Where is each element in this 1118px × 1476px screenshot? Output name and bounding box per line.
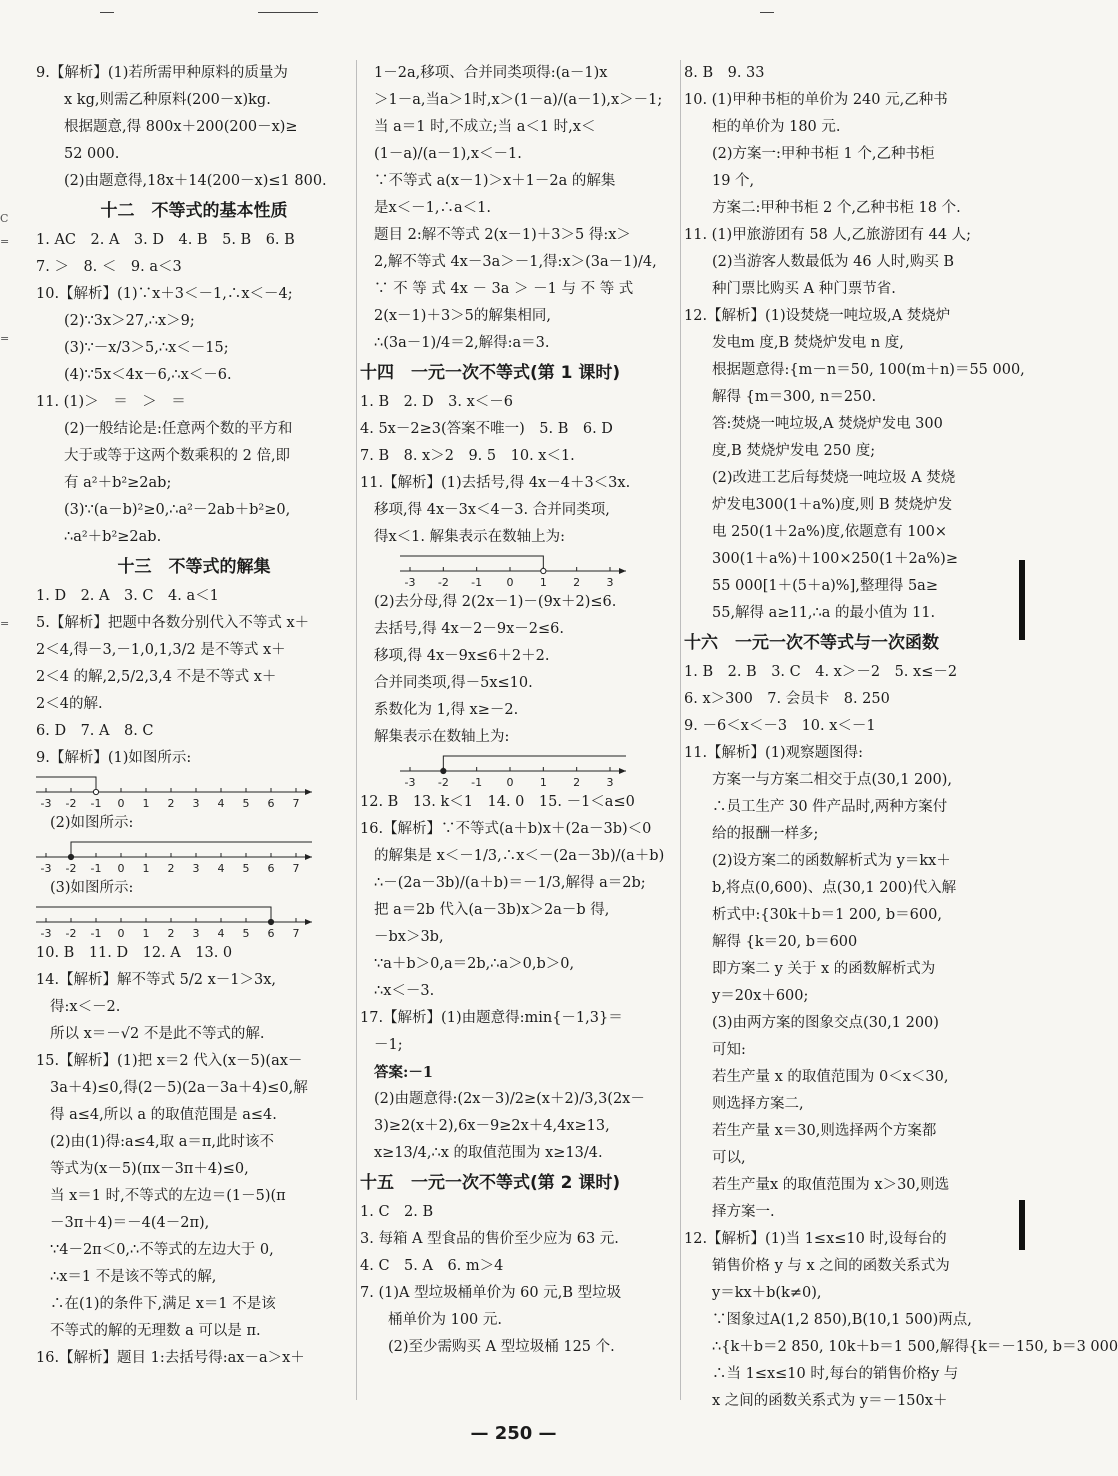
text-line: (2)由题意得:(2x－3)/2≥(x＋2)/3,3(2x－: [374, 1091, 645, 1107]
text-line: (3)如图所示:: [50, 880, 134, 896]
text-line: 11. (1)甲旅游团有 58 人,乙旅游团有 44 人;: [684, 227, 972, 243]
answer-line: 4. C 5. A 6. m＞4: [360, 1258, 504, 1274]
text-line: 2(x－1)＋3＞5的解集相同,: [374, 308, 552, 324]
text-line: x 之间的函数关系式为 y＝－150x＋: [712, 1393, 948, 1409]
answer-line: 6. D 7. A 8. C: [36, 723, 154, 739]
edge-fragment: =: [0, 332, 10, 345]
text-line: －3π＋4)＝－4(4－2π),: [50, 1215, 210, 1231]
text-line: 是x＜－1,∴a＜1.: [374, 200, 491, 216]
number-line-label: 5: [242, 927, 250, 940]
number-line-label: -2: [437, 776, 449, 789]
number-line-label: -3: [40, 862, 52, 875]
text-line: 方案一与方案二相交于点(30,1 200),: [712, 772, 952, 788]
text-line: 给的报酬一样多;: [712, 826, 819, 842]
edge-bar: [1019, 560, 1025, 640]
number-line-label: -1: [90, 797, 102, 810]
text-line: (2)方案一:甲种书柜 1 个,乙种书柜: [712, 146, 935, 162]
text-line: y＝20x＋600;: [712, 988, 809, 1004]
text-line: 桶单价为 100 元.: [388, 1312, 503, 1328]
text-line: 15.【解析】(1)把 x＝2 代入(x－5)(ax－: [36, 1053, 303, 1069]
text-line: 1－2a,移项、合并同类项得:(a－1)x: [374, 65, 608, 81]
text-line: 3)≥2(x＋2),6x－9≥2x＋4,4x≥13,: [374, 1118, 610, 1134]
number-line-label: 3: [192, 797, 200, 810]
text-line: ∴员工生产 30 件产品时,两种方案付: [712, 799, 948, 815]
number-line: [36, 902, 352, 940]
text-line: 择方案一.: [712, 1204, 775, 1220]
answer-line: 7. ＞ 8. ＜ 9. a＜3: [36, 259, 182, 275]
answer-line: 4. 5x－2≥3(答案不唯一) 5. B 6. D: [360, 421, 613, 437]
text-line: (3)∵－x/3＞5,∴x＜－15;: [64, 340, 229, 356]
endpoint-dot: [441, 768, 446, 773]
column-middle: [360, 60, 678, 1361]
text-line: 有 a²＋b²≥2ab;: [64, 475, 172, 491]
text-line: 大于或等于这两个数乘积的 2 倍,即: [64, 448, 291, 464]
number-line-label: 2: [167, 927, 175, 940]
text-line: 16.【解析】∵不等式(a＋b)x＋(2a－3b)＜0: [360, 821, 652, 837]
number-line-label: 3: [606, 576, 614, 589]
text-line: ∵不等式 a(x－1)＞x＋1－2a 的解集: [374, 173, 616, 189]
number-line-label: -2: [65, 927, 77, 940]
endpoint-dot: [93, 789, 98, 794]
text-line: 析式中:{30k＋b＝1 200, b＝600,: [712, 907, 942, 923]
edge-fragment: =: [0, 617, 10, 630]
number-line-label: 3: [606, 776, 614, 789]
solution-range: [71, 842, 312, 857]
text-line: 若生产量 x＝30,则选择两个方案都: [712, 1123, 937, 1139]
text-line: (2)去分母,得 2(2x－1)－(9x＋2)≤6.: [374, 594, 617, 610]
number-line-label: -2: [437, 576, 449, 589]
text-line: 解得 {m＝300, n＝250.: [712, 389, 877, 405]
text-line: ＞1－a,当a＞1时,x＞(1－a)/(a－1),x＞－1;: [374, 92, 663, 108]
arrow-icon: [619, 768, 626, 774]
number-line-label: 0: [117, 927, 125, 940]
text-line: 答案:－1: [374, 1064, 433, 1081]
text-line: 12.【解析】(1)当 1≤x≤10 时,设每台的: [684, 1231, 947, 1247]
number-line-label: 1: [142, 862, 150, 875]
text-line: 不等式的解的无理数 a 可以是 π.: [50, 1323, 261, 1339]
text-line: 系数化为 1,得 x≥－2.: [374, 702, 519, 718]
text-line: 根据题意得:{m－n＝50, 100(m＋n)＝55 000,: [712, 362, 1025, 378]
text-line: 方案二:甲种书柜 2 个,乙种书柜 18 个.: [712, 200, 961, 216]
answer-line: 1. D 2. A 3. C 4. a＜1: [36, 588, 219, 604]
text-line: ∴－(2a－3b)/(a＋b)＝－1/3,解得 a＝2b;: [374, 875, 646, 891]
text-line: x kg,则需乙种原料(200－x)kg.: [64, 92, 271, 108]
endpoint-dot: [68, 854, 73, 859]
text-line: 12.【解析】(1)设焚烧一吨垃圾,A 焚烧炉: [684, 308, 951, 324]
text-line: ∴当 1≤x≤10 时,每台的销售价格y 与: [712, 1366, 959, 1382]
endpoint-dot: [268, 919, 273, 924]
text-line: 根据题意,得 800x＋200(200－x)≥: [64, 119, 298, 135]
number-line-label: 2: [167, 797, 175, 810]
text-line: (4)∵5x＜4x－6,∴x＜－6.: [64, 367, 232, 383]
text-line: ∴在(1)的条件下,满足 x＝1 不是该: [50, 1296, 276, 1312]
number-line-label: 6: [267, 797, 275, 810]
text-line: 若生产量 x 的取值范围为 0＜x＜30,: [712, 1069, 949, 1085]
text-line: 16.【解析】题目 1:去括号得:ax－a＞x＋: [36, 1350, 305, 1366]
section-title: 十三 不等式的解集: [117, 557, 271, 577]
text-line: (2)一般结论是:任意两个数的平方和: [64, 421, 293, 437]
text-line: 可以,: [712, 1150, 746, 1166]
answer-line: 11. (1)＞ ＝ ＞ ＝: [36, 394, 186, 410]
number-line-label: -3: [40, 927, 52, 940]
text-line: 2＜4的解.: [36, 696, 103, 712]
text-line: 答:焚烧一吨垃圾,A 焚烧炉发电 300: [712, 416, 943, 432]
edge-bar: [1019, 1200, 1025, 1250]
text-line: 得x＜1. 解集表示在数轴上为:: [374, 529, 566, 545]
arrow-icon: [619, 568, 626, 574]
number-line-label: 3: [192, 927, 200, 940]
number-line-label: 2: [167, 862, 175, 875]
number-line: [360, 551, 678, 589]
text-line: 发电m 度,B 焚烧炉发电 n 度,: [712, 335, 904, 351]
text-line: 解得 {k＝20, b＝600: [712, 934, 858, 950]
text-line: 300(1＋a%)＋100×250(1＋2a%)≥: [712, 551, 958, 567]
number-line-label: -1: [90, 927, 102, 940]
number-line-label: 7: [292, 797, 300, 810]
number-line-label: 0: [117, 862, 125, 875]
answer-line: 1. C 2. B: [360, 1204, 434, 1220]
edge-fragment: C: [0, 212, 9, 225]
text-line: (2)当游客人数最低为 46 人时,购买 B: [712, 254, 955, 270]
edge-fragment: =: [0, 235, 10, 248]
text-line: 若生产量x 的取值范围为 x＞30,则选: [712, 1177, 950, 1193]
number-line-label: 7: [292, 862, 300, 875]
column-divider: [680, 60, 681, 1400]
text-line: 10. (1)甲种书柜的单价为 240 元,乙种书: [684, 92, 948, 108]
text-line: (2)由(1)得:a≤4,取 a＝π,此时该不: [50, 1134, 274, 1150]
text-line: 移项,得 4x－9x≤6＋2＋2.: [374, 648, 550, 664]
text-line: 的解集是 x＜－1/3,∴x＜－(2a－3b)/(a＋b): [374, 848, 665, 864]
text-line: 9.【解析】(1)若所需甲种原料的质量为: [36, 65, 288, 81]
text-line: 销售价格 y 与 x 之间的函数关系式为: [712, 1258, 950, 1274]
number-line-label: 0: [117, 797, 125, 810]
text-line: 则选择方案二,: [712, 1096, 804, 1112]
section-title: 十六 一元一次不等式与一次函数: [684, 633, 939, 653]
number-line-label: -3: [404, 776, 416, 789]
text-line: －1;: [374, 1037, 403, 1053]
text-line: 得 a≤4,所以 a 的取值范围是 a≤4.: [50, 1107, 277, 1123]
text-line: 17.【解析】(1)由题意得:min{－1,3}＝: [360, 1010, 623, 1026]
text-line: ∵4－2π＜0,∴不等式的左边大于 0,: [50, 1242, 274, 1258]
number-line: [360, 751, 678, 789]
text-line: (2)由题意得,18x＋14(200－x)≤1 800.: [64, 173, 327, 189]
text-line: 11.【解析】(1)去括号,得 4x－4＋3＜3x.: [360, 475, 631, 491]
text-line: (2)∵3x＞27,∴x＞9;: [64, 313, 195, 329]
text-line: ∵ 不 等 式 4x － 3a ＞ －1 与 不 等 式: [374, 281, 634, 297]
number-line-label: 1: [539, 576, 547, 589]
text-line: 55,解得 a≥11,∴a 的最小值为 11.: [712, 605, 936, 621]
arrow-icon: [305, 854, 312, 860]
text-line: (2)如图所示:: [50, 815, 134, 831]
number-line: [36, 837, 352, 875]
text-line: 移项,得 4x－3x＜4－3. 合并同类项,: [374, 502, 610, 518]
number-line-label: 3: [192, 862, 200, 875]
answer-line: 7. B 8. x＞2 9. 5 10. x＜1.: [360, 448, 575, 464]
solution-range: [36, 777, 96, 792]
answer-line: 1. B 2. D 3. x＜－6: [360, 394, 514, 410]
text-line: 5.【解析】把题中各数分别代入不等式 x＋: [36, 615, 310, 631]
text-line: (2)改进工艺后每焚烧一吨垃圾 A 焚烧: [712, 470, 956, 486]
text-line: 题目 2:解不等式 2(x－1)＋3＞5 得:x＞: [374, 227, 631, 243]
number-line-label: -2: [65, 797, 77, 810]
number-line-label: 4: [217, 862, 225, 875]
text-line: 2＜4,得－3,－1,0,1,3/2 是不等式 x＋: [36, 642, 286, 658]
number-line: [36, 772, 352, 810]
text-line: ∴x＜－3.: [374, 983, 435, 999]
text-line: (2)至少需购买 A 型垃圾桶 125 个.: [388, 1339, 615, 1355]
solution-range: [400, 556, 543, 571]
number-line-label: 0: [506, 776, 514, 789]
text-line: ∴(3a－1)/4＝2,解得:a＝3.: [374, 335, 550, 351]
column-divider: [356, 60, 357, 1400]
number-line-label: -1: [471, 776, 483, 789]
text-line: 55 000[1＋(5＋a)%],整理得 5a≥: [712, 578, 938, 594]
text-line: ∴{k＋b＝2 850, 10k＋b＝1 500,解得{k＝－150, b＝3 000: [712, 1339, 1118, 1355]
section-title: 十五 一元一次不等式(第 2 课时): [360, 1173, 621, 1193]
text-line: 把 a＝2b 代入(a－3b)x＞2a－b 得,: [374, 902, 610, 918]
text-line: 即方案二 y 关于 x 的函数解析式为: [712, 961, 936, 977]
number-line-label: 5: [242, 862, 250, 875]
number-line-label: 4: [217, 797, 225, 810]
text-line: ∴x＝1 不是该不等式的解,: [50, 1269, 217, 1285]
text-line: 柜的单价为 180 元.: [712, 119, 841, 135]
text-line: (3)由两方案的图象交点(30,1 200): [712, 1015, 939, 1031]
number-line-label: 1: [539, 776, 547, 789]
text-line: 当 x＝1 时,不等式的左边＝(1－5)(π: [50, 1188, 286, 1204]
text-line: 等式为(x－5)(πx－3π＋4)≤0,: [50, 1161, 249, 1177]
text-line: 种门票比购买 A 种门票节省.: [712, 281, 896, 297]
number-line-label: 5: [242, 797, 250, 810]
text-line: 19 个,: [712, 173, 755, 189]
text-line: 可知:: [712, 1042, 746, 1058]
number-line-label: -2: [65, 862, 77, 875]
text-line: 合并同类项,得－5x≤10.: [374, 675, 533, 691]
column-left: [36, 60, 352, 1372]
number-line-label: 7: [292, 927, 300, 940]
text-line: ∵a＋b＞0,a＝2b,∴a＞0,b＞0,: [374, 956, 575, 972]
text-line: 解集表示在数轴上为:: [374, 729, 510, 745]
number-line-label: 6: [267, 862, 275, 875]
arrow-icon: [305, 789, 312, 795]
number-line-label: -3: [40, 797, 52, 810]
arrow-icon: [305, 919, 312, 925]
answer-line: 8. B 9. 33: [684, 65, 765, 81]
answer-line: 6. x＞300 7. 会员卡 8. 250: [684, 691, 890, 707]
text-line: b,将点(0,600)、点(30,1 200)代入解: [712, 880, 957, 896]
text-line: 度,B 焚烧炉发电 250 度;: [712, 443, 876, 459]
number-line-label: 0: [506, 576, 514, 589]
number-line-label: -1: [90, 862, 102, 875]
text-line: 得:x＜－2.: [50, 999, 121, 1015]
number-line-label: -1: [471, 576, 483, 589]
column-right: [684, 60, 1118, 1415]
text-line: 炉发电300(1＋a%)度,则 B 焚烧炉发: [712, 497, 953, 513]
number-line-label: -3: [404, 576, 416, 589]
number-line-label: 1: [142, 927, 150, 940]
page-number: — 250 —: [470, 1423, 557, 1444]
endpoint-dot: [541, 568, 546, 573]
text-line: 2,解不等式 4x－3a＞－1,得:x＞(3a－1)/4,: [374, 254, 657, 270]
number-line-label: 6: [267, 927, 275, 940]
text-line: 9.【解析】(1)如图所示:: [36, 750, 192, 766]
solution-range: [443, 756, 626, 771]
number-line-label: 4: [217, 927, 225, 940]
text-line: x≥13/4,∴x 的取值范围为 x≥13/4.: [374, 1145, 603, 1161]
text-line: 14.【解析】解不等式 5/2 x－1＞3x,: [36, 972, 277, 988]
text-line: 电 250(1＋2a%)度,依题意有 100×: [712, 524, 948, 540]
section-title: 十二 不等式的基本性质: [100, 201, 288, 221]
answer-line: 1. AC 2. A 3. D 4. B 5. B 6. B: [36, 232, 295, 248]
section-title: 十四 一元一次不等式(第 1 课时): [360, 363, 621, 383]
text-line: 11.【解析】(1)观察题图得:: [684, 745, 863, 761]
answer-line: 1. B 2. B 3. C 4. x＞－2 5. x≤－2: [684, 664, 958, 680]
text-line: 去括号,得 4x－2－9x－2≤6.: [374, 621, 564, 637]
answer-line: 9. －6＜x＜－3 10. x＜－1: [684, 718, 876, 734]
text-line: 所以 x＝－√2 不是此不等式的解.: [50, 1026, 265, 1042]
text-line: 3a＋4)≤0,得(2－5)(2a－3a＋4)≤0,解: [50, 1080, 308, 1096]
text-line: ∴a²＋b²≥2ab.: [64, 529, 162, 545]
text-line: y＝kx＋b(k≠0),: [712, 1285, 822, 1301]
text-line: (3)∵(a－b)²≥0,∴a²－2ab＋b²≥0,: [64, 502, 291, 518]
text-line: －bx＞3b,: [374, 929, 444, 945]
text-line: (2)设方案二的函数解析式为 y＝kx＋: [712, 853, 951, 869]
number-line-label: 2: [573, 776, 581, 789]
answer-line: 10. B 11. D 12. A 13. 0: [36, 945, 233, 961]
number-line-label: 2: [573, 576, 581, 589]
text-line: 7. (1)A 型垃圾桶单价为 60 元,B 型垃圾: [360, 1285, 622, 1301]
text-line: 52 000.: [64, 146, 120, 162]
answer-line: 12. B 13. k＜1 14. 0 15. －1＜a≤0: [360, 794, 635, 810]
text-line: 2＜4 的解,2,5/2,3,4 不是不等式 x＋: [36, 669, 277, 685]
text-line: 10.【解析】(1)∵x＋3＜－1,∴x＜－4;: [36, 286, 293, 302]
text-line: (1－a)/(a－1),x＜－1.: [374, 146, 522, 162]
text-line: ∵图象过A(1,2 850),B(10,1 500)两点,: [712, 1312, 972, 1328]
text-line: 当 a＝1 时,不成立;当 a＜1 时,x＜: [374, 119, 596, 135]
number-line-label: 1: [142, 797, 150, 810]
answer-line: 3. 每箱 A 型食品的售价至少应为 63 元.: [360, 1231, 619, 1247]
